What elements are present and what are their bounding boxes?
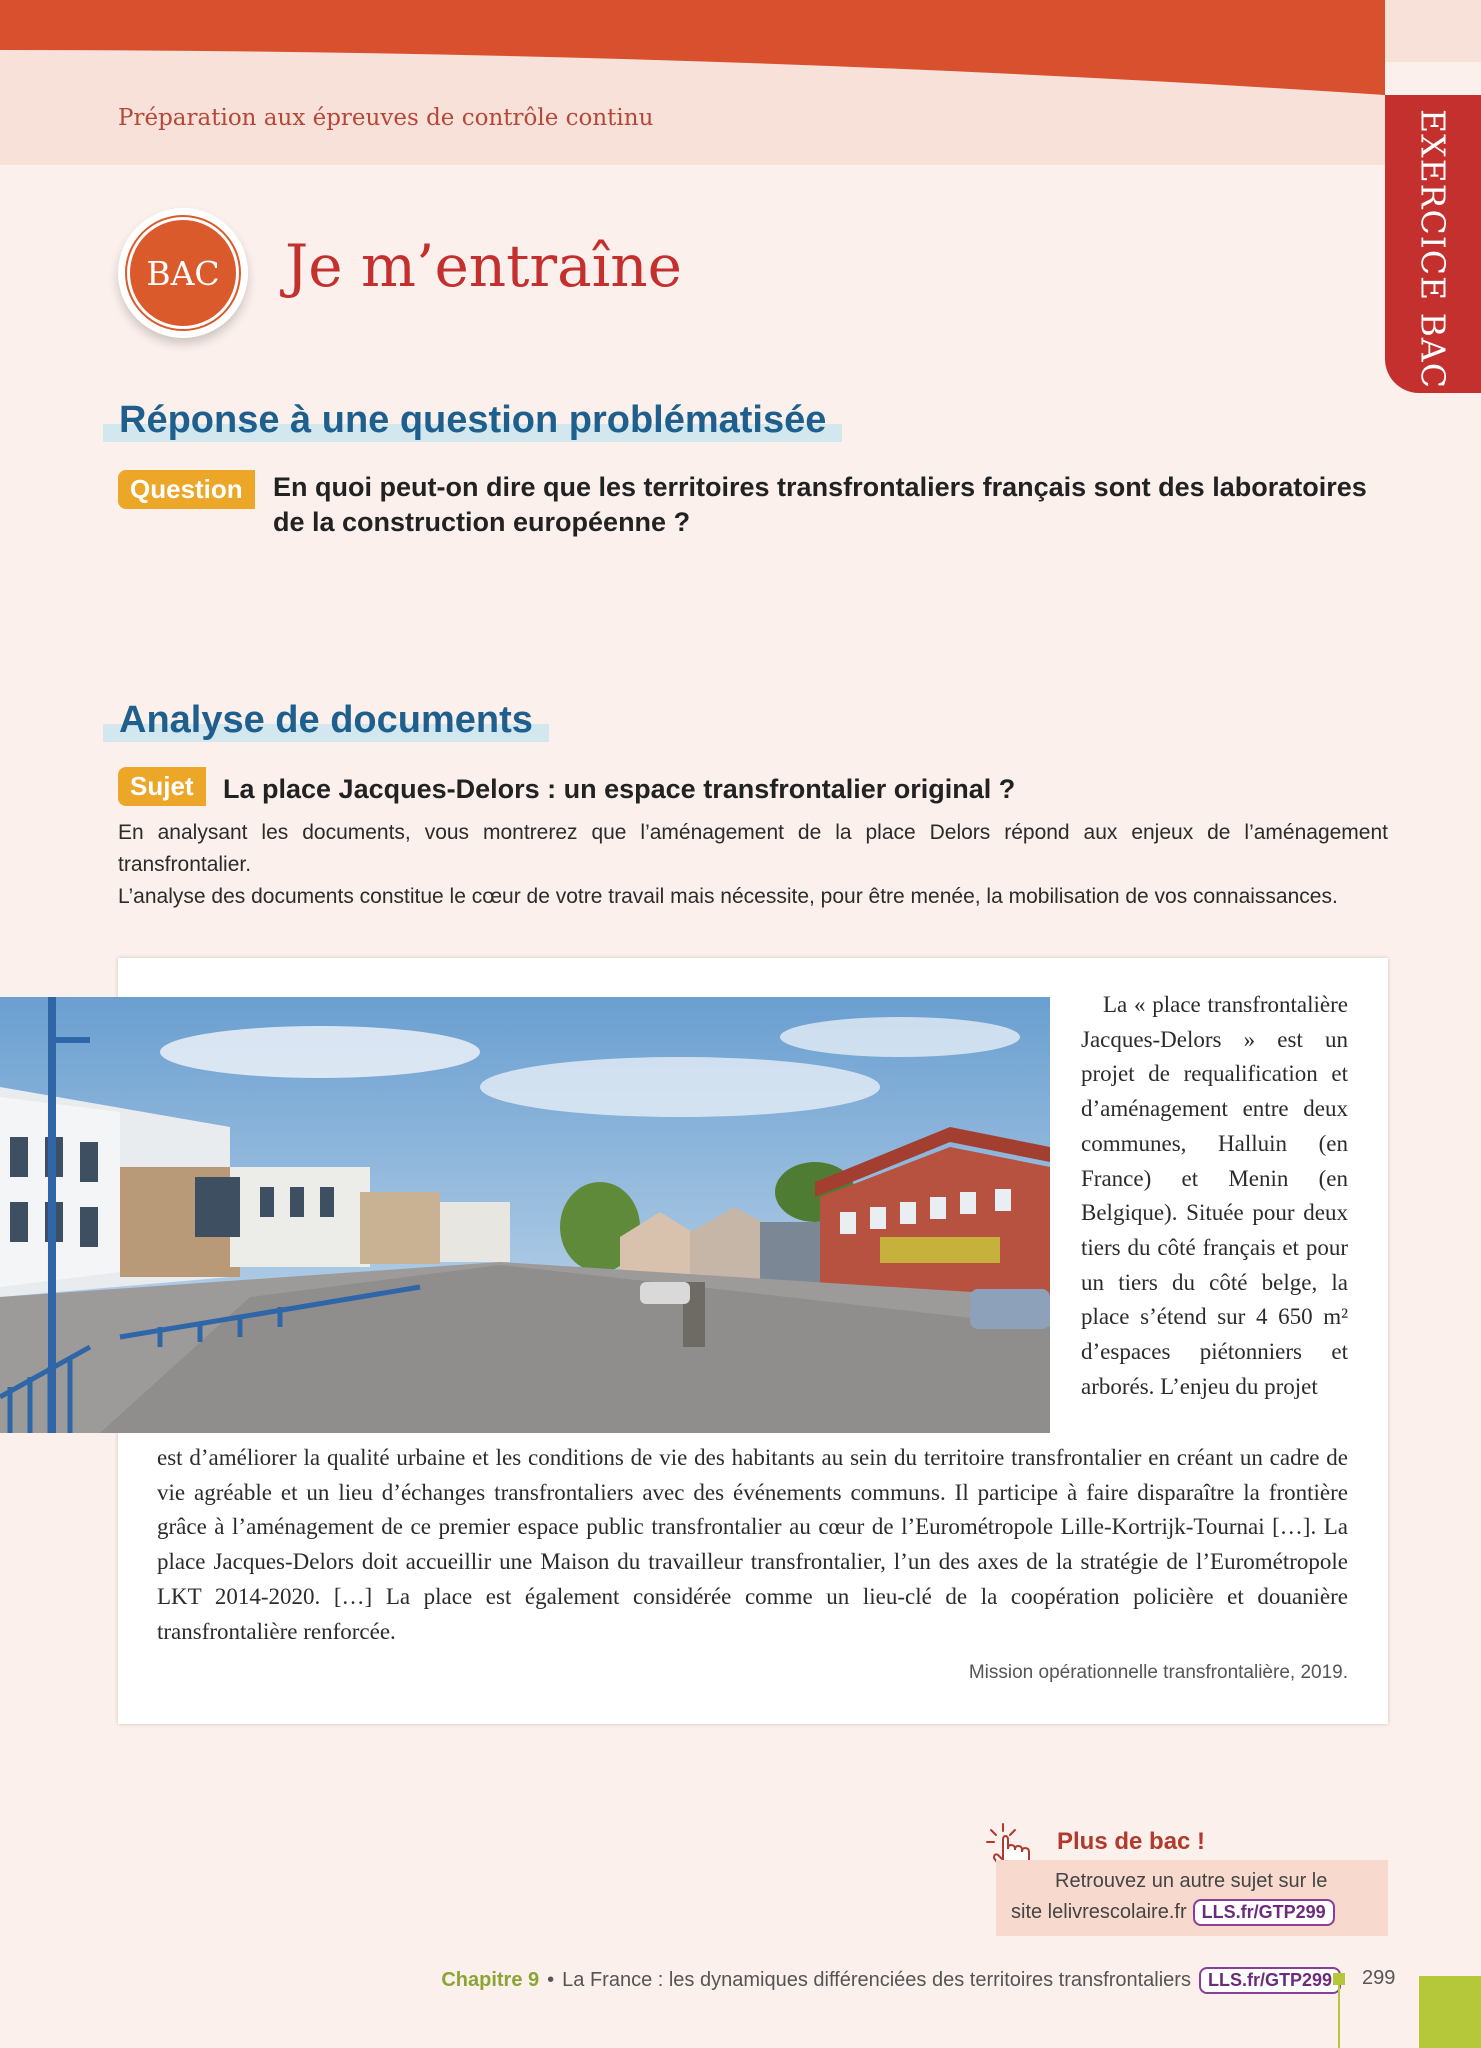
more-bac-line-1: Retrouvez un autre sujet sur le <box>1055 1870 1328 1892</box>
section-heading-text: Réponse à une question problématisée <box>119 399 827 441</box>
more-bac-title: Plus de bac ! <box>1057 1828 1206 1855</box>
page-number: 299 <box>1362 1967 1396 1989</box>
side-tab-exercice-bac <box>1385 95 1481 393</box>
page-footer <box>441 1967 1341 1994</box>
document-text-full: est d’améliorer la qualité urbaine et les conditions de vie des habitants au sein du territoire transfrontalier en créant un cadre de vie agréable et un lieu d’échanges transfrontaliers avec des événements communs. Il participe à faire disparaître la frontière grâce à l’aménagement de ce premier espace public transfrontalier au cœur de l’Eurométropole Lille-Kortrijk-Tournai […]. La place Jacques-Delors doit accueillir une Maison du travailleur transfrontalier, l’un des axes de la stratégie de l’Eurométropole LKT 2014-2020. […] La place est également considérée comme un lieu-clé de la coopération policière et douanière transfrontalière renforcée. <box>157 1445 1348 1644</box>
more-bac-line-2 <box>1011 1899 1335 1926</box>
header-kicker: Préparation aux épreuves de contrôle continu <box>118 105 654 131</box>
subject-tag: Sujet <box>118 767 206 806</box>
footer-marker <box>1333 1973 1345 1985</box>
footer-green-block <box>1419 1976 1481 2048</box>
instruction-line-2: L’analyse des documents constitue le cœur de votre travail mais nécessite, pour être menée, la mobilisation de vos connaissances. <box>118 885 1338 908</box>
document-text-right-paragraph: La « place transfrontalière Jacques-Delors » est un projet de requalification et d’aménagement entre deux communes, Halluin (en France) et Menin (en Belgique). Située pour deux tiers du côté français et pour un tiers du côté belge, la place s’étend sur 4 650 m² d’espaces piétonniers et arborés. L’enjeu du projet <box>1081 992 1348 1399</box>
document-source: Mission opérationnelle transfrontalière, 2019. <box>968 1662 1348 1683</box>
more-bac-link[interactable]: LLS.fr/GTP299 <box>1193 1899 1335 1926</box>
section-heading-text: Analyse de documents <box>119 699 533 741</box>
footer-separator: • <box>547 1969 555 1991</box>
bac-badge <box>118 208 248 338</box>
instruction-line-1: En analysant les documents, vous montrerez que l’aménagement de la place Delors répond aux enjeux de l’aménagement transfrontalier. <box>118 821 1388 876</box>
question-text: En quoi peut-on dire que les territoires transfrontaliers français sont des laboratoires de la construction européenne ? <box>273 472 1367 537</box>
header-orange-wave <box>0 0 1385 95</box>
question-tag: Question <box>118 470 255 509</box>
footer-chapter: Chapitre 9 <box>441 1969 540 1991</box>
photo-place-jacques-delors <box>0 997 1050 1433</box>
section-heading-question <box>103 396 842 444</box>
page-title: Je m’entraîne <box>285 232 682 300</box>
side-tab-label: EXERCICE BAC <box>1413 109 1453 389</box>
header-right-strip <box>1385 0 1481 62</box>
footer-link[interactable]: LLS.fr/GTP299 <box>1199 1967 1341 1994</box>
bac-badge-label: BAC <box>127 217 239 329</box>
section-heading-analyse <box>103 696 549 744</box>
instructions <box>118 817 1388 913</box>
document-text-right <box>1081 988 1348 1404</box>
subject-text: La place Jacques-Delors : un espace transfrontalier original ? <box>223 774 1016 804</box>
footer-divider <box>1338 1985 1340 2048</box>
footer-chapter-title: La France : les dynamiques différenciées des territoires transfrontaliers <box>562 1969 1191 1991</box>
more-bac-site-text: site lelivrescolaire.fr <box>1011 1901 1187 1923</box>
